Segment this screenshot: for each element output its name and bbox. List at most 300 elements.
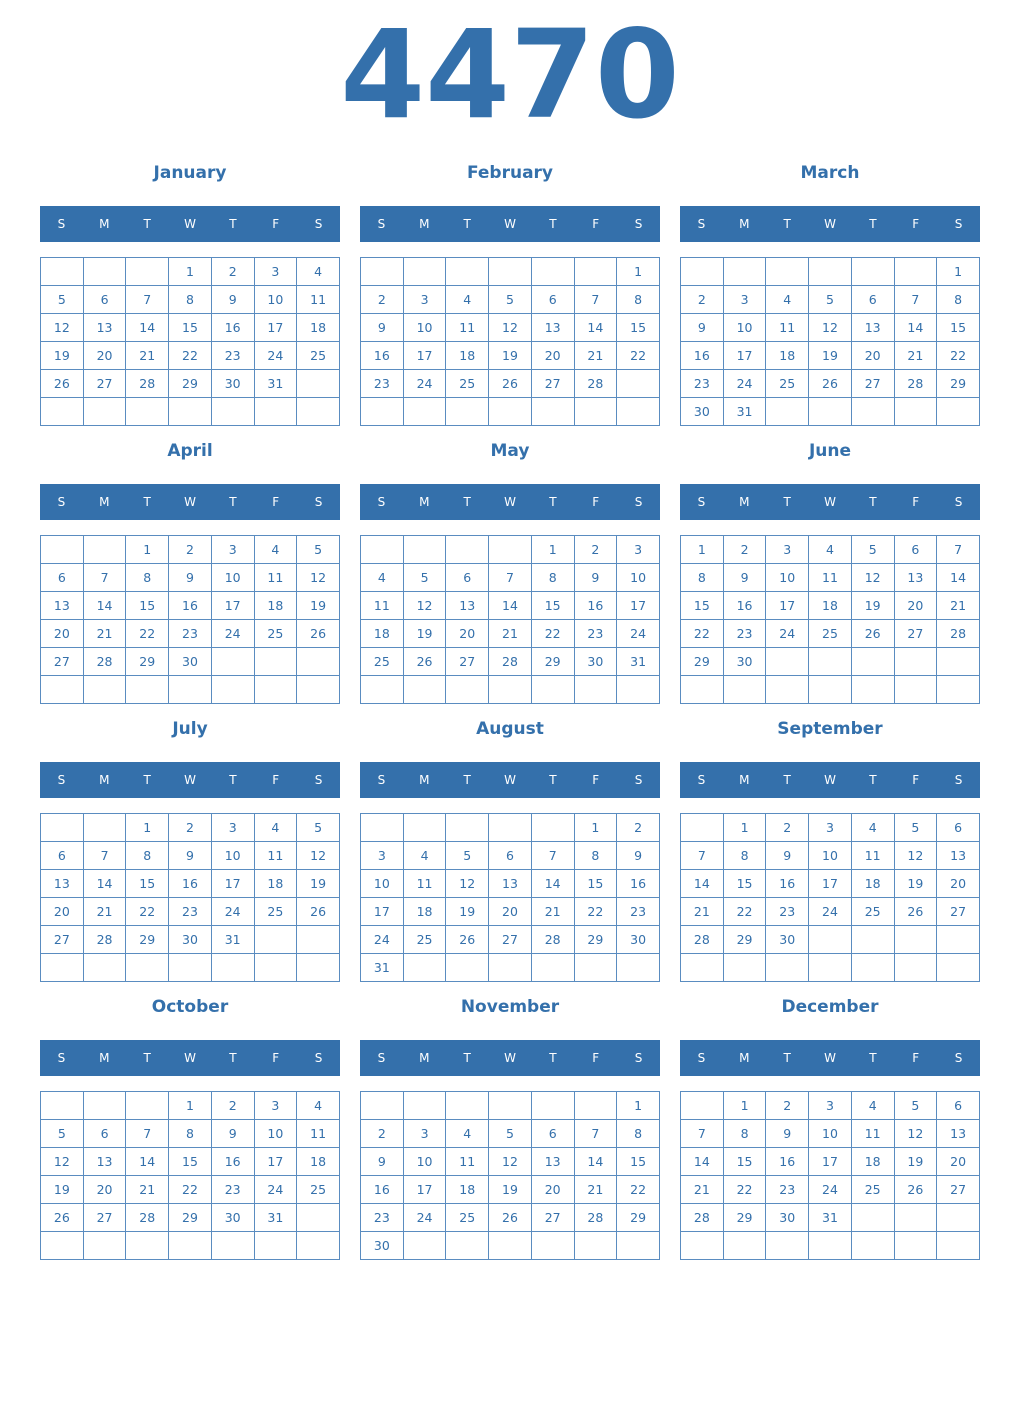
day-cell [361,536,404,564]
day-cell: 25 [297,1176,340,1204]
day-cell [254,954,297,982]
day-cell: 15 [617,314,660,342]
day-cell: 6 [531,1120,574,1148]
day-cell: 27 [851,370,894,398]
day-cell: 4 [254,536,297,564]
weekday-label: F [592,217,600,231]
day-cell: 15 [723,1148,766,1176]
day-cell: 18 [766,342,809,370]
day-cell [766,398,809,426]
weekday-label: W [184,495,196,509]
day-cell [361,814,404,842]
day-cell: 16 [211,1148,254,1176]
weekday-label: S [314,495,323,509]
day-cell: 23 [361,1204,404,1232]
day-cell: 21 [937,592,980,620]
day-cell [446,536,489,564]
day-cell: 7 [894,286,937,314]
weekday-label: S [57,217,66,231]
day-cell: 3 [403,286,446,314]
day-cell: 3 [211,814,254,842]
day-cell [766,676,809,704]
weekday-label: F [592,1051,600,1065]
day-cell [681,814,724,842]
weekday-label: F [272,1051,280,1065]
day-cell: 30 [766,926,809,954]
day-cell: 12 [894,1120,937,1148]
weekday-label: W [504,773,516,787]
weekday-label: T [549,1051,557,1065]
weekday-label: T [869,773,877,787]
day-cell: 11 [446,1148,489,1176]
week-row [361,1092,660,1120]
week-row [681,926,980,954]
day-cell: 21 [894,342,937,370]
day-cell: 4 [446,286,489,314]
day-cell: 10 [723,314,766,342]
weekday-label: W [184,1051,196,1065]
day-cell [937,676,980,704]
day-cell: 2 [681,286,724,314]
day-grid [360,257,660,426]
day-cell: 21 [681,1176,724,1204]
day-cell: 19 [41,1176,84,1204]
weekday-label: F [592,773,600,787]
week-row [681,954,980,982]
weekday-label: M [99,773,110,787]
day-cell: 23 [617,898,660,926]
day-cell: 25 [809,620,852,648]
day-cell: 12 [297,842,340,870]
day-cell: 19 [809,342,852,370]
day-cell [851,648,894,676]
day-cell: 21 [531,898,574,926]
day-cell [489,814,532,842]
day-cell [169,954,212,982]
day-cell: 11 [851,842,894,870]
day-cell [403,398,446,426]
weekday-header [360,1040,660,1076]
day-cell: 7 [126,1120,169,1148]
day-cell: 26 [297,898,340,926]
day-cell: 15 [169,1148,212,1176]
day-cell [723,258,766,286]
day-cell: 21 [489,620,532,648]
week-row [41,342,340,370]
weekday-label: F [912,495,920,509]
week-row [361,898,660,926]
day-cell: 5 [851,536,894,564]
day-cell: 22 [126,898,169,926]
day-cell: 28 [937,620,980,648]
day-cell [894,648,937,676]
day-cell: 15 [617,1148,660,1176]
day-cell: 22 [531,620,574,648]
weekday-label: T [869,495,877,509]
day-cell [809,258,852,286]
day-cell [937,398,980,426]
day-cell [254,1232,297,1260]
day-cell: 8 [126,564,169,592]
day-cell: 30 [766,1204,809,1232]
week-row [681,676,980,704]
weekday-label: T [783,773,791,787]
weekday-label: F [272,495,280,509]
weekday-label: S [314,1051,323,1065]
weekday-label: M [419,495,430,509]
week-row [361,1204,660,1232]
day-cell: 4 [254,814,297,842]
day-cell [41,1232,84,1260]
day-cell [574,676,617,704]
weekday-label: T [869,217,877,231]
week-row [681,814,980,842]
day-cell: 17 [361,898,404,926]
day-cell: 19 [489,1176,532,1204]
day-cell: 15 [126,592,169,620]
day-cell: 3 [211,536,254,564]
day-cell [574,1232,617,1260]
week-row [361,870,660,898]
weekday-label: F [912,1051,920,1065]
day-cell: 16 [723,592,766,620]
day-cell: 7 [937,536,980,564]
weekday-label: W [504,1051,516,1065]
day-cell: 15 [681,592,724,620]
day-cell: 18 [254,870,297,898]
day-cell: 20 [937,1148,980,1176]
day-cell: 19 [41,342,84,370]
day-cell: 9 [574,564,617,592]
weekday-label: T [229,1051,237,1065]
weekday-label: W [504,495,516,509]
day-cell [297,676,340,704]
day-cell: 28 [83,926,126,954]
day-cell: 31 [254,370,297,398]
day-cell [211,398,254,426]
day-cell [361,398,404,426]
day-cell: 6 [894,536,937,564]
day-cell: 21 [83,620,126,648]
day-cell: 13 [83,314,126,342]
day-cell: 25 [851,1176,894,1204]
weekday-label: S [634,495,643,509]
day-grid [360,535,660,704]
day-cell: 27 [446,648,489,676]
weekday-label: S [954,1051,963,1065]
day-cell: 7 [83,564,126,592]
month-name: May [490,441,530,461]
day-cell: 5 [894,1092,937,1120]
day-cell [574,398,617,426]
day-cell [361,258,404,286]
day-cell: 15 [937,314,980,342]
day-cell: 8 [617,1120,660,1148]
day-cell: 11 [297,286,340,314]
day-cell [723,676,766,704]
day-cell: 26 [41,370,84,398]
day-cell: 6 [531,286,574,314]
day-cell [126,954,169,982]
day-cell [617,370,660,398]
week-row [41,286,340,314]
day-cell: 27 [489,926,532,954]
month-name: February [466,163,554,183]
day-cell [851,258,894,286]
day-cell [489,1092,532,1120]
day-cell [617,676,660,704]
day-cell: 10 [254,1120,297,1148]
day-cell: 16 [574,592,617,620]
day-cell: 12 [809,314,852,342]
week-row [361,954,660,982]
day-cell [489,258,532,286]
day-cell [809,398,852,426]
day-cell [361,1092,404,1120]
day-cell: 7 [489,564,532,592]
day-cell: 9 [766,1120,809,1148]
weekday-label: T [463,1051,471,1065]
week-row [361,314,660,342]
day-cell: 16 [169,592,212,620]
day-cell [297,1232,340,1260]
day-cell [723,954,766,982]
week-row [361,1176,660,1204]
day-cell: 23 [211,1176,254,1204]
day-cell: 23 [766,1176,809,1204]
day-cell: 24 [254,342,297,370]
day-cell: 8 [723,1120,766,1148]
day-cell: 27 [83,1204,126,1232]
weekday-header [680,762,980,798]
weekday-label: M [99,495,110,509]
day-cell: 4 [446,1120,489,1148]
day-cell: 22 [617,342,660,370]
weekday-label: W [824,495,836,509]
week-row [361,648,660,676]
week-row [41,398,340,426]
day-cell: 8 [531,564,574,592]
day-cell [681,1092,724,1120]
day-cell: 20 [851,342,894,370]
day-cell [254,926,297,954]
weekday-label: S [634,217,643,231]
day-cell: 17 [809,870,852,898]
day-cell: 18 [361,620,404,648]
day-cell: 25 [254,898,297,926]
day-cell: 21 [83,898,126,926]
day-cell: 4 [361,564,404,592]
month-name: June [808,441,852,461]
day-cell [937,954,980,982]
day-cell: 10 [361,870,404,898]
week-row [681,1148,980,1176]
day-cell: 11 [361,592,404,620]
weekday-label: M [739,1051,750,1065]
day-cell: 8 [617,286,660,314]
day-cell: 28 [83,648,126,676]
day-cell: 10 [211,842,254,870]
day-cell: 24 [766,620,809,648]
weekday-label: M [419,217,430,231]
day-cell: 2 [723,536,766,564]
day-cell: 16 [681,342,724,370]
day-cell [446,258,489,286]
day-cell: 13 [937,842,980,870]
day-cell [126,398,169,426]
weekday-label: S [954,773,963,787]
day-grid [680,257,980,426]
day-cell: 8 [574,842,617,870]
day-cell [403,814,446,842]
month-name: November [460,997,560,1017]
day-cell: 13 [489,870,532,898]
week-row [361,342,660,370]
weekday-label: S [377,217,386,231]
week-row [41,1204,340,1232]
weekday-label: F [592,495,600,509]
day-cell: 27 [937,1176,980,1204]
day-cell [574,1092,617,1120]
day-cell [169,398,212,426]
day-cell: 16 [766,1148,809,1176]
weekday-label: T [869,1051,877,1065]
day-cell: 14 [126,1148,169,1176]
year-title: 4470 [340,4,680,146]
day-cell: 3 [403,1120,446,1148]
week-row [361,842,660,870]
day-cell: 10 [809,842,852,870]
week-row [41,842,340,870]
day-cell: 4 [297,1092,340,1120]
day-cell [894,1204,937,1232]
day-cell: 14 [574,1148,617,1176]
day-cell: 25 [766,370,809,398]
day-cell [851,1204,894,1232]
weekday-label: M [419,1051,430,1065]
week-row [681,258,980,286]
day-cell: 12 [489,314,532,342]
day-cell [41,814,84,842]
day-cell: 23 [723,620,766,648]
day-cell: 29 [169,1204,212,1232]
day-cell: 28 [894,370,937,398]
day-cell [126,1092,169,1120]
day-cell: 26 [41,1204,84,1232]
day-cell: 28 [574,1204,617,1232]
day-cell: 28 [681,1204,724,1232]
day-cell: 26 [894,1176,937,1204]
day-cell [766,1232,809,1260]
day-cell [83,536,126,564]
day-cell: 2 [361,1120,404,1148]
week-row [681,898,980,926]
day-cell: 29 [531,648,574,676]
day-cell [403,536,446,564]
day-cell [254,398,297,426]
day-cell: 18 [446,342,489,370]
day-cell: 13 [41,870,84,898]
day-cell [851,954,894,982]
day-cell: 6 [937,1092,980,1120]
weekday-header [40,206,340,242]
day-cell [851,676,894,704]
day-cell: 14 [83,592,126,620]
day-cell: 11 [809,564,852,592]
weekday-label: S [377,1051,386,1065]
day-cell: 20 [446,620,489,648]
day-cell: 24 [403,1204,446,1232]
day-cell: 19 [403,620,446,648]
day-cell: 18 [809,592,852,620]
day-cell: 29 [723,1204,766,1232]
week-row [41,620,340,648]
day-cell: 10 [403,314,446,342]
day-cell [41,676,84,704]
day-cell: 5 [446,842,489,870]
day-cell: 31 [617,648,660,676]
day-cell: 19 [446,898,489,926]
weekday-label: M [99,1051,110,1065]
day-cell [83,258,126,286]
day-cell: 20 [489,898,532,926]
week-row [361,676,660,704]
day-cell: 16 [169,870,212,898]
week-row [41,1232,340,1260]
day-cell: 4 [851,1092,894,1120]
day-cell [809,926,852,954]
day-cell [211,954,254,982]
day-cell [446,814,489,842]
weekday-label: M [739,495,750,509]
day-cell: 25 [446,370,489,398]
day-cell [531,814,574,842]
day-cell: 3 [809,814,852,842]
day-cell: 30 [169,926,212,954]
day-cell: 29 [126,648,169,676]
day-cell [681,954,724,982]
day-cell: 20 [41,898,84,926]
day-cell [617,954,660,982]
day-cell: 23 [574,620,617,648]
day-cell: 22 [169,342,212,370]
day-cell: 24 [809,1176,852,1204]
day-cell: 18 [446,1176,489,1204]
day-cell: 30 [211,370,254,398]
day-cell: 26 [446,926,489,954]
day-cell: 30 [681,398,724,426]
day-cell: 15 [126,870,169,898]
day-cell: 7 [531,842,574,870]
day-cell: 28 [681,926,724,954]
day-cell: 17 [254,314,297,342]
weekday-label: T [143,1051,151,1065]
month-name: August [476,719,544,739]
day-grid [680,1091,980,1260]
day-cell: 13 [894,564,937,592]
day-cell: 12 [403,592,446,620]
day-cell: 1 [169,258,212,286]
day-cell: 29 [574,926,617,954]
day-cell [41,258,84,286]
day-cell [937,648,980,676]
day-cell: 15 [531,592,574,620]
weekday-label: T [143,495,151,509]
day-cell [809,648,852,676]
weekday-label: T [549,495,557,509]
day-cell [446,1092,489,1120]
day-cell: 3 [723,286,766,314]
